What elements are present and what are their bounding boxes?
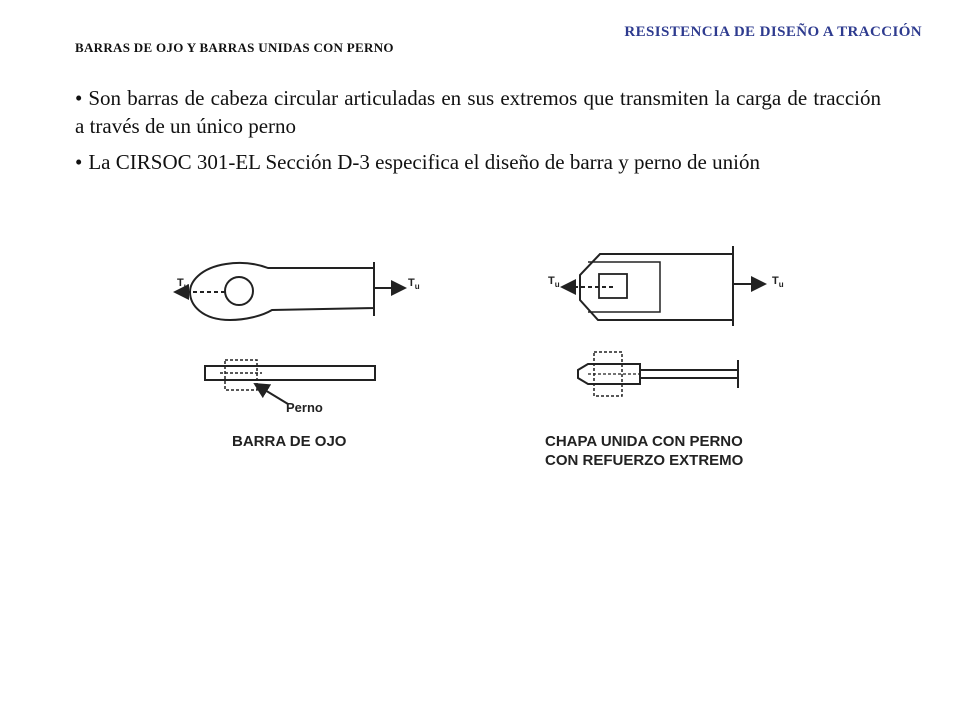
plate-side-view [578,352,738,396]
eyebar-right-tu-label: $T_u$ [408,277,420,291]
plate-caption-line-1: CHAPA UNIDA CON PERNO [545,433,743,450]
plate-caption-line-2: CON REFUERZO EXTREMO [545,452,744,469]
bullet-symbol: • [75,86,83,110]
topic-heading: RESISTENCIA DE DISEÑO A TRACCIÓN [624,24,922,40]
eyebar-left-tu-label: $T_u$ [177,277,189,291]
bullet-text: La CIRSOC 301-EL Sección D-3 especifica el diseño de barra y perno de unión [88,150,760,174]
pin-pointer-arrow [255,384,288,404]
bullet-symbol: • [75,150,83,174]
bullet-text: Son barras de cabeza circular articuladas en sus extremos que transmiten la carga de tracción a través de un único perno [75,86,881,138]
plate-right-tu-label: $T_u$ [772,275,784,289]
eyebar-side-view [205,360,375,390]
section-title: BARRAS DE OJO Y BARRAS UNIDAS CON PERNO [75,40,394,55]
plate-left-tu-label: $T_u$ [548,275,560,289]
pin-label: Perno [286,400,323,415]
plate-caption [545,432,743,470]
eyebar-caption: BARRA DE OJO [232,433,347,450]
